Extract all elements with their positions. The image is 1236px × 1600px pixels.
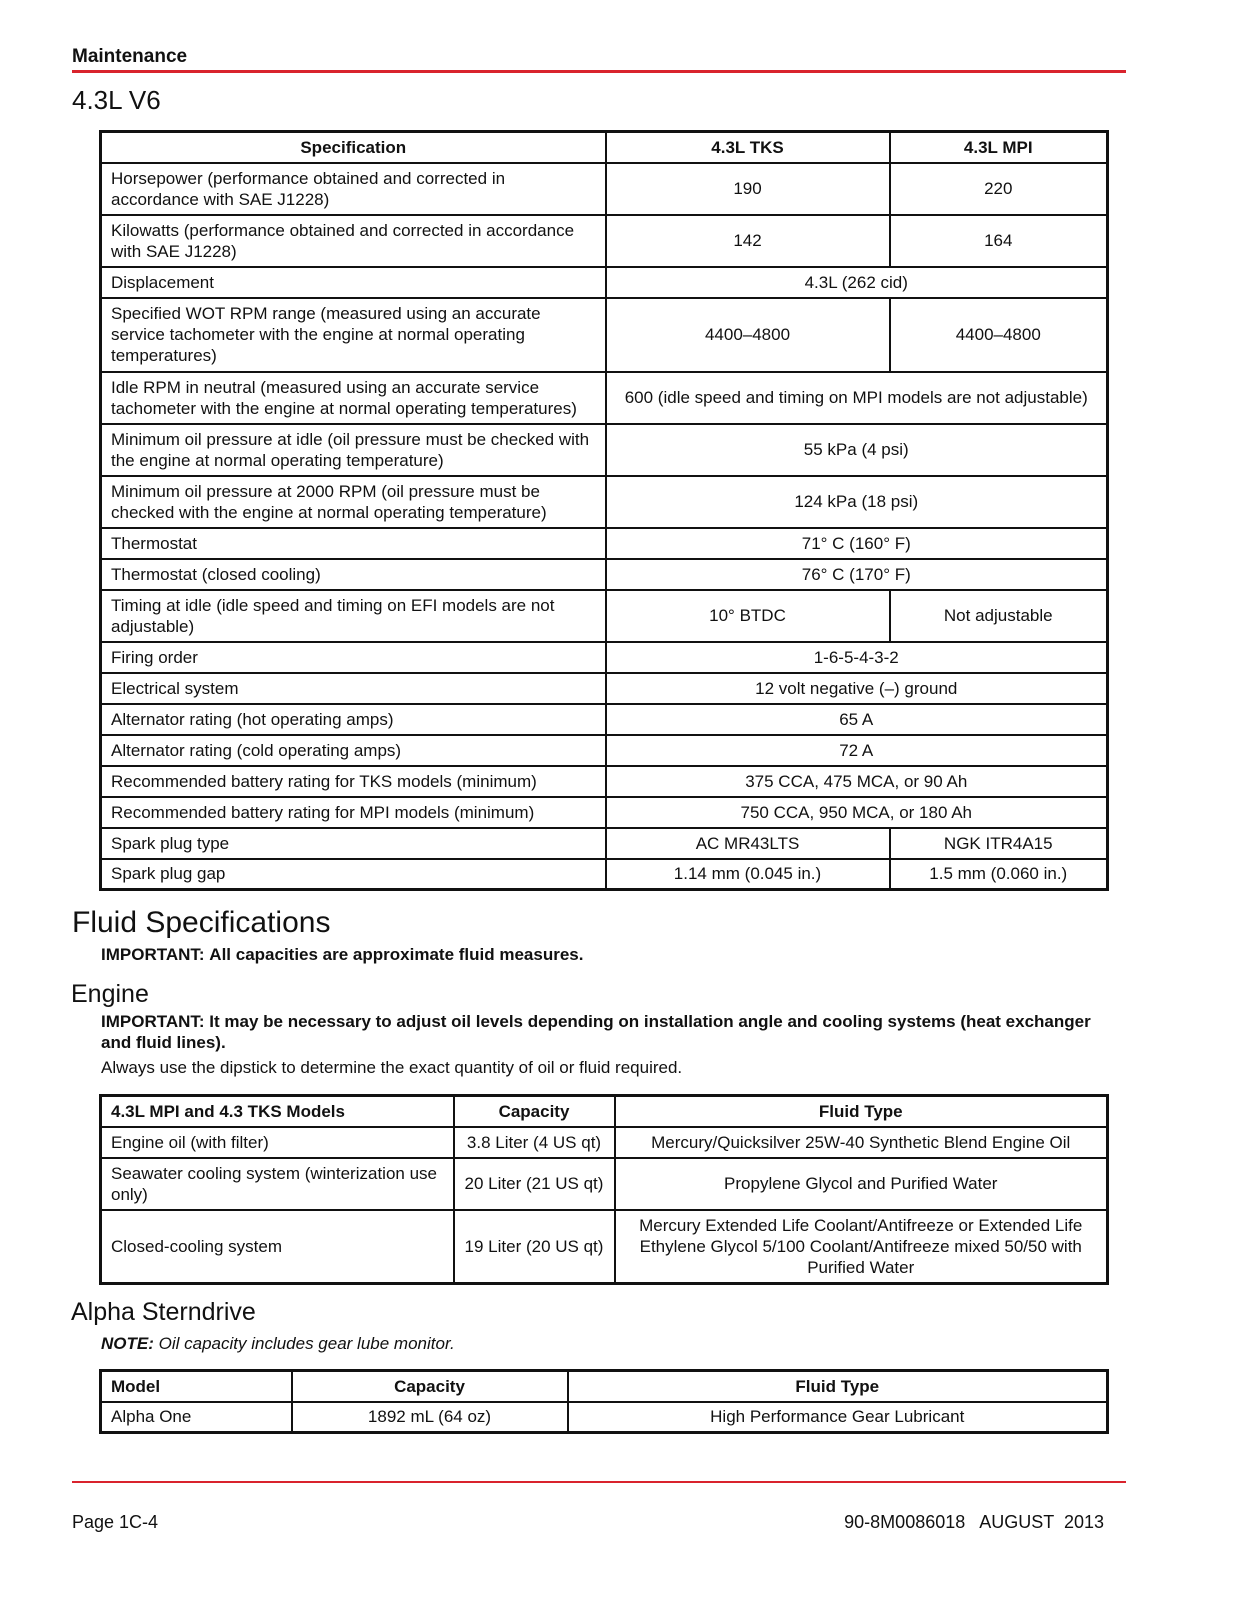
important-label: IMPORTANT: bbox=[101, 1012, 205, 1031]
table-cell: 19 Liter (20 US qt) bbox=[454, 1210, 615, 1284]
table-cell: Horsepower (performance obtained and corrected in accordance with SAE J1228) bbox=[101, 163, 606, 215]
footer-rule bbox=[72, 1481, 1126, 1483]
table-cell: Minimum oil pressure at 2000 RPM (oil pressure must be checked with the engine at normal operating temperature) bbox=[101, 476, 606, 528]
table-cell: 124 kPa (18 psi) bbox=[606, 476, 1108, 528]
table-cell: Engine oil (with filter) bbox=[101, 1127, 454, 1158]
engine-header-models: 4.3L MPI and 4.3 TKS Models bbox=[101, 1096, 454, 1127]
alpha-header-capacity: Capacity bbox=[292, 1371, 568, 1402]
section-header: Maintenance bbox=[72, 46, 188, 67]
table-cell: Alternator rating (cold operating amps) bbox=[101, 735, 606, 766]
page-number: Page 1C-4 bbox=[72, 1512, 159, 1532]
table-cell: Alternator rating (hot operating amps) bbox=[101, 704, 606, 735]
table-cell: NGK ITR4A15 bbox=[890, 828, 1108, 859]
spec-header-mpi: 4.3L MPI bbox=[890, 132, 1108, 163]
table-cell: Firing order bbox=[101, 642, 606, 673]
spec-row bbox=[101, 704, 1108, 735]
table-cell: Electrical system bbox=[101, 673, 606, 704]
table-cell: 72 A bbox=[606, 735, 1108, 766]
table-cell: 3.8 Liter (4 US qt) bbox=[454, 1127, 615, 1158]
table-cell: 65 A bbox=[606, 704, 1108, 735]
spec-row bbox=[101, 372, 1108, 424]
table-cell: 600 (idle speed and timing on MPI models are not adjustable) bbox=[606, 372, 1108, 424]
table-cell: 4400–4800 bbox=[890, 298, 1108, 372]
table-cell: 1892 mL (64 oz) bbox=[292, 1402, 568, 1433]
table-cell: Kilowatts (performance obtained and corrected in accordance with SAE J1228) bbox=[101, 215, 606, 267]
table-cell: Recommended battery rating for TKS models (minimum) bbox=[101, 766, 606, 797]
alpha-header-model: Model bbox=[101, 1371, 292, 1402]
document-id: 90-8M0086018 AUGUST 2013 bbox=[844, 1512, 1104, 1532]
table-cell: 76° C (170° F) bbox=[606, 559, 1108, 590]
table-cell: Mercury Extended Life Coolant/Antifreeze or Extended Life Ethylene Glycol 5/100 Coolant/Antifreeze mixed 50/50 with Purified Water bbox=[615, 1210, 1108, 1284]
important-text: It may be necessary to adjust oil levels depending on installation angle and cooling systems (heat exchanger and fluid lines). bbox=[101, 1012, 1091, 1052]
table-cell: 4.3L (262 cid) bbox=[606, 267, 1108, 298]
spec-header-specification: Specification bbox=[101, 132, 606, 163]
table-cell: 164 bbox=[890, 215, 1108, 267]
engine-header-capacity: Capacity bbox=[454, 1096, 615, 1127]
table-cell: Propylene Glycol and Purified Water bbox=[615, 1158, 1108, 1210]
table-cell: 55 kPa (4 psi) bbox=[606, 424, 1108, 476]
spec-row bbox=[101, 590, 1108, 642]
table-cell: Idle RPM in neutral (measured using an accurate service tachometer with the engine at normal operating temperatures) bbox=[101, 372, 606, 424]
spec-row bbox=[101, 642, 1108, 673]
table-cell: Spark plug gap bbox=[101, 859, 606, 890]
fluid-important-note bbox=[101, 945, 583, 965]
spec-row bbox=[101, 859, 1108, 890]
dipstick-note: Always use the dipstick to determine the exact quantity of oil or fluid required. bbox=[101, 1058, 683, 1077]
important-label: IMPORTANT: bbox=[101, 945, 205, 964]
engine-fluid-table bbox=[99, 1094, 1109, 1285]
alpha-fluid-table bbox=[99, 1369, 1109, 1434]
alpha-note bbox=[101, 1334, 455, 1354]
table-cell: Timing at idle (idle speed and timing on EFI models are not adjustable) bbox=[101, 590, 606, 642]
alpha-title: Alpha Sterndrive bbox=[71, 1298, 256, 1326]
table-cell: 142 bbox=[606, 215, 890, 267]
spec-header-tks: 4.3L TKS bbox=[606, 132, 890, 163]
note-text: Oil capacity includes gear lube monitor. bbox=[158, 1334, 455, 1353]
engine-title: Engine bbox=[71, 980, 149, 1008]
spec-row bbox=[101, 828, 1108, 859]
table-cell: Displacement bbox=[101, 267, 606, 298]
spec-table bbox=[99, 130, 1109, 891]
important-text: All capacities are approximate fluid measures. bbox=[209, 945, 584, 964]
page-title: 4.3L V6 bbox=[72, 85, 161, 115]
engine-important-note bbox=[101, 1011, 1091, 1053]
note-label: NOTE: bbox=[101, 1334, 154, 1353]
spec-row bbox=[101, 163, 1108, 215]
table-cell: 190 bbox=[606, 163, 890, 215]
spec-row bbox=[101, 267, 1108, 298]
table-cell: Not adjustable bbox=[890, 590, 1108, 642]
engine-header-fluid-type: Fluid Type bbox=[615, 1096, 1108, 1127]
table-cell: Closed-cooling system bbox=[101, 1210, 454, 1284]
table-cell: Spark plug type bbox=[101, 828, 606, 859]
table-cell: Seawater cooling system (winterization use only) bbox=[101, 1158, 454, 1210]
table-cell: Minimum oil pressure at idle (oil pressure must be checked with the engine at normal operating temperature) bbox=[101, 424, 606, 476]
spec-row bbox=[101, 424, 1108, 476]
spec-row bbox=[101, 298, 1108, 372]
table-cell: Thermostat (closed cooling) bbox=[101, 559, 606, 590]
table-cell: 375 CCA, 475 MCA, or 90 Ah bbox=[606, 766, 1108, 797]
spec-row bbox=[101, 476, 1108, 528]
spec-row bbox=[101, 797, 1108, 828]
table-cell: Alpha One bbox=[101, 1402, 292, 1433]
spec-row bbox=[101, 559, 1108, 590]
spec-row bbox=[101, 673, 1108, 704]
table-cell: High Performance Gear Lubricant bbox=[568, 1402, 1108, 1433]
alpha-header-fluid-type: Fluid Type bbox=[568, 1371, 1108, 1402]
header-rule bbox=[72, 70, 1126, 73]
table-cell: 71° C (160° F) bbox=[606, 528, 1108, 559]
spec-row bbox=[101, 528, 1108, 559]
table-cell: AC MR43LTS bbox=[606, 828, 890, 859]
table-cell: 12 volt negative (–) ground bbox=[606, 673, 1108, 704]
spec-row bbox=[101, 215, 1108, 267]
table-cell: Recommended battery rating for MPI models (minimum) bbox=[101, 797, 606, 828]
fluid-specs-title: Fluid Specifications bbox=[72, 906, 331, 939]
table-cell: 10° BTDC bbox=[606, 590, 890, 642]
spec-row bbox=[101, 766, 1108, 797]
table-cell: 4400–4800 bbox=[606, 298, 890, 372]
table-cell: 1.5 mm (0.060 in.) bbox=[890, 859, 1108, 890]
table-cell: Mercury/Quicksilver 25W-40 Synthetic Blend Engine Oil bbox=[615, 1127, 1108, 1158]
table-cell: 750 CCA, 950 MCA, or 180 Ah bbox=[606, 797, 1108, 828]
table-cell: Specified WOT RPM range (measured using an accurate service tachometer with the engine at normal operating temperatures) bbox=[101, 298, 606, 372]
table-cell: 20 Liter (21 US qt) bbox=[454, 1158, 615, 1210]
table-cell: Thermostat bbox=[101, 528, 606, 559]
table-cell: 1.14 mm (0.045 in.) bbox=[606, 859, 890, 890]
spec-row bbox=[101, 735, 1108, 766]
table-cell: 1-6-5-4-3-2 bbox=[606, 642, 1108, 673]
table-cell: 220 bbox=[890, 163, 1108, 215]
